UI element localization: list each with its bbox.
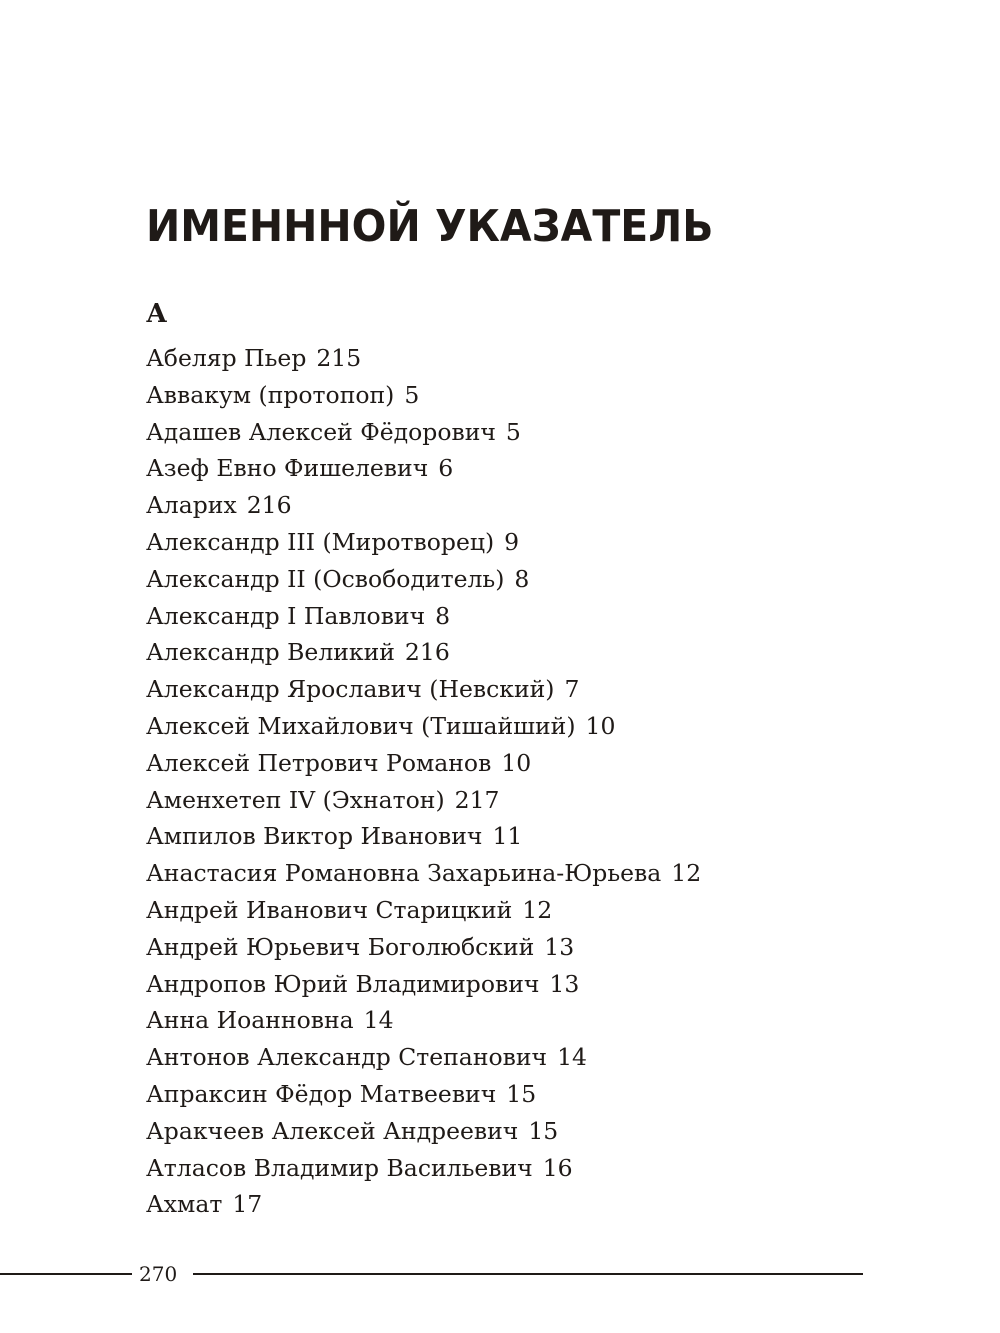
entry-name: Андрей Юрьевич Боголюбский [146, 932, 535, 961]
page-footer [0, 1262, 864, 1286]
entry-page: 12 [522, 895, 553, 924]
entry-page: 12 [671, 859, 702, 888]
entry-page: 5 [404, 380, 420, 409]
index-entry [146, 377, 701, 414]
index-entry [146, 1150, 701, 1187]
index-entry [146, 708, 701, 745]
entry-name: Андропов Юрий Владимирович [146, 969, 540, 998]
entry-name: Адашев Алексей Фёдорович [146, 417, 496, 446]
index-entry [146, 966, 701, 1003]
index-entry [146, 818, 701, 855]
entry-page: 216 [246, 491, 292, 520]
footer-rule-right [193, 1273, 863, 1275]
index-entries-list [146, 340, 701, 1223]
page-number: 270 [139, 1262, 178, 1286]
entry-name: Ампилов Виктор Иванович [146, 822, 483, 851]
index-entry [146, 598, 701, 635]
entry-name: Александр Ярославич (Невский) [146, 675, 555, 704]
index-entry [146, 487, 701, 524]
section-letter: А [146, 299, 168, 329]
index-entry [146, 524, 701, 561]
entry-page: 11 [492, 822, 523, 851]
entry-name: Атласов Владимир Васильевич [146, 1153, 533, 1182]
entry-name: Аларих [146, 491, 237, 520]
entry-page: 13 [549, 969, 580, 998]
entry-page: 15 [506, 1079, 537, 1108]
index-entry [146, 561, 701, 598]
entry-name: Александр Великий [146, 638, 395, 667]
index-entry [146, 450, 701, 487]
entry-name: Алексей Михайлович (Тишайший) [146, 711, 576, 740]
entry-name: Анна Иоанновна [146, 1006, 354, 1035]
entry-page: 6 [438, 454, 454, 483]
entry-page: 16 [542, 1153, 573, 1182]
index-entry [146, 745, 701, 782]
page-title: ИМЕНННОЙ УКАЗАТЕЛЬ [146, 201, 714, 252]
index-entry [146, 1186, 701, 1223]
entry-name: Азеф Евно Фишелевич [146, 454, 429, 483]
index-entry [146, 1076, 701, 1113]
entry-page: 215 [316, 344, 362, 372]
entry-page: 216 [404, 638, 450, 667]
index-entry [146, 340, 701, 377]
entry-name: Александр III (Миротворец) [146, 527, 495, 556]
entry-page: 8 [435, 601, 451, 630]
entry-name: Александр I Павлович [146, 601, 426, 630]
entry-page: 17 [232, 1190, 263, 1219]
entry-page: 10 [501, 748, 532, 777]
entry-name: Андрей Иванович Старицкий [146, 895, 513, 924]
entry-page: 15 [528, 1116, 559, 1145]
index-entry [146, 1113, 701, 1150]
index-entry [146, 671, 701, 708]
index-entry [146, 634, 701, 671]
entry-page: 14 [557, 1043, 587, 1072]
entry-name: Алексей Петрович Романов [146, 748, 492, 777]
index-entry [146, 414, 701, 451]
entry-name: Аввакум (протопоп) [146, 380, 395, 409]
entry-page: 13 [544, 932, 575, 961]
index-entry [146, 892, 701, 929]
entry-page: 5 [505, 417, 521, 446]
entry-name: Анастасия Романовна Захарьина-Юрьева [146, 859, 662, 888]
entry-name: Аменхетеп IV (Эхнатон) [146, 785, 445, 814]
entry-name: Антонов Александр Степанович [146, 1043, 548, 1072]
entry-page: 10 [585, 711, 616, 740]
index-entry [146, 1039, 701, 1076]
entry-name: Аракчеев Алексей Андреевич [146, 1116, 519, 1145]
entry-name: Абеляр Пьер [146, 344, 307, 372]
index-entry [146, 782, 701, 819]
index-entry [146, 855, 701, 892]
entry-name: Александр II (Освободитель) [146, 564, 505, 593]
entry-page: 14 [363, 1006, 394, 1035]
footer-rule-left [0, 1273, 132, 1275]
entry-page: 8 [514, 564, 530, 593]
entry-page: 217 [454, 785, 500, 814]
entry-name: Апраксин Фёдор Матвеевич [146, 1079, 497, 1108]
index-entry [146, 929, 701, 966]
entry-page: 9 [504, 527, 520, 556]
entry-name: Ахмат [146, 1190, 223, 1219]
entry-page: 7 [564, 675, 580, 704]
index-entry [146, 1002, 701, 1039]
